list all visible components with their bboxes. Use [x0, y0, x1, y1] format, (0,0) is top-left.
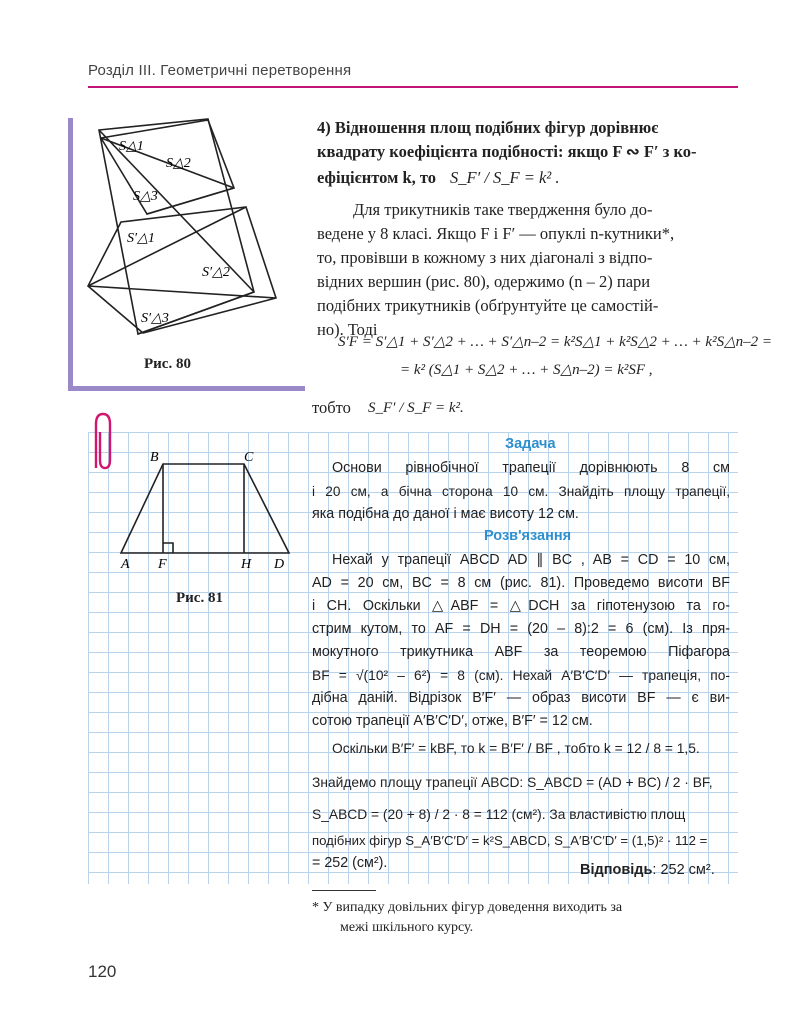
footnote-rule	[312, 890, 376, 891]
task-heading: Задача	[505, 436, 556, 452]
label-s3-prime: S′△3	[141, 311, 169, 326]
label-s1-prime: S′△1	[127, 231, 155, 246]
solution-line-11: S_ABCD = (20 + 8) / 2 · 8 = 112 (см²). За властивістю площ	[312, 807, 686, 822]
solution-line-5: мокутного трикутника ABF за теоремою Піфагора	[312, 644, 730, 660]
equation-tobto: тобто	[312, 398, 351, 417]
label-s1: S△1	[119, 139, 144, 154]
equation-1: S′F = S′△1 + S′△2 + … + S′△n–2 = k²S△1 + k²S△2 + … + k²S△n–2 =	[338, 334, 772, 350]
solution-line-2: AD = 20 см, BC = 8 см (рис. 81). Проведемо висоти BF	[312, 575, 730, 591]
label-A: A	[121, 557, 130, 572]
solution-line-10: Знайдемо площу трапеції ABCD: S_ABCD = (AD + BC) / 2 · BF,	[312, 775, 713, 790]
label-H: H	[241, 557, 252, 572]
property-line-3: ефіцієнтом k, то	[317, 168, 437, 187]
para-line-5: подібних трикутників (обґрунтуйте це самостій-	[317, 296, 659, 315]
answer-value: : 252 см².	[652, 862, 715, 878]
page-number: 120	[88, 962, 117, 981]
label-F: F	[158, 557, 167, 572]
label-C: C	[244, 450, 254, 465]
footnote-line-2: межі шкільного курсу.	[340, 920, 474, 935]
label-s3: S△3	[133, 189, 158, 204]
para-line-1: Для трикутників таке твердження було до-	[353, 200, 653, 219]
solution-line-13: = 252 (см²).	[312, 855, 388, 871]
footnote-line-1: * У випадку довільних фігур доведення виходить за	[312, 900, 623, 915]
figure-81-caption: Рис. 81	[176, 590, 223, 606]
property-formula: S_F′ / S_F = k² .	[450, 168, 560, 187]
para-line-6: но). Тоді	[317, 320, 378, 339]
property-line-1: 4) Відношення площ подібних фігур дорівнює	[317, 118, 659, 137]
property-line-2: квадрату коефіцієнта подібності: якщо F ∾ F′ з ко-	[317, 142, 697, 161]
equation-2: = k² (S△1 + S△2 + … + S△n–2) = k²SF ,	[400, 362, 653, 378]
answer	[580, 862, 715, 878]
task-line-2: і 20 см, а бічна сторона 10 см. Знайдіть площу трапеції,	[312, 484, 730, 499]
footnote	[312, 898, 732, 938]
para-line-4: відних вершин (рис. 80), одержимо (n – 2) пари	[317, 272, 651, 291]
figure-80-caption: Рис. 80	[144, 356, 191, 372]
para-line-2: ведене у 8 класі. Якщо F і F′ — опуклі n-кутники*,	[317, 224, 675, 243]
label-B: B	[150, 450, 159, 465]
solution-line-6: BF = √(10² – 6²) = 8 (см). Нехай A′B′C′D′ — трапеція, по-	[312, 668, 730, 683]
solution-line-3: і CH. Оскільки △ABF = △DCH за гіпотенузою та го-	[312, 598, 730, 614]
para-line-3: то, провівши в кожному з них діагоналі з відпо-	[317, 248, 653, 267]
task-line-3: яка подібна до даної і має висоту 12 см.	[312, 506, 579, 522]
solution-line-12: подібних фігур S_A′B′C′D′ = k²S_ABCD, S_A′B′C′D′ = (1,5)² · 112 =	[312, 833, 708, 848]
solution-heading: Розв'язання	[484, 528, 572, 544]
solution-line-9: Оскільки B′F′ = kBF, то k = B′F′ / BF , тобто k = 12 / 8 = 1,5.	[332, 741, 700, 756]
label-s2: S△2	[166, 156, 191, 171]
running-header: Розділ ІІІ. Геометричні перетворення	[88, 62, 352, 79]
answer-label: Відповідь	[580, 862, 653, 878]
equation-3: S_F′ / S_F = k².	[368, 400, 464, 416]
solution-line-1: Нехай у трапеції ABCD AD ∥ BC , AB = CD = 10 см,	[332, 552, 730, 568]
solution-line-7: дібна даній. Відрізок B′F′ — образ висоти BF — є ви-	[312, 690, 730, 706]
solution-line-8: сотою трапеції A′B′C′D′, отже, B′F′ = 12 см.	[312, 713, 593, 729]
label-D: D	[274, 557, 285, 572]
task-line-1: Основи рівнобічної трапеції дорівнюють 8 см	[332, 460, 730, 476]
solution-line-4: стрим кутом, то AF = DH = (20 – 8):2 = 6 (см). Із пря-	[312, 621, 730, 637]
label-s2-prime: S′△2	[202, 265, 230, 280]
